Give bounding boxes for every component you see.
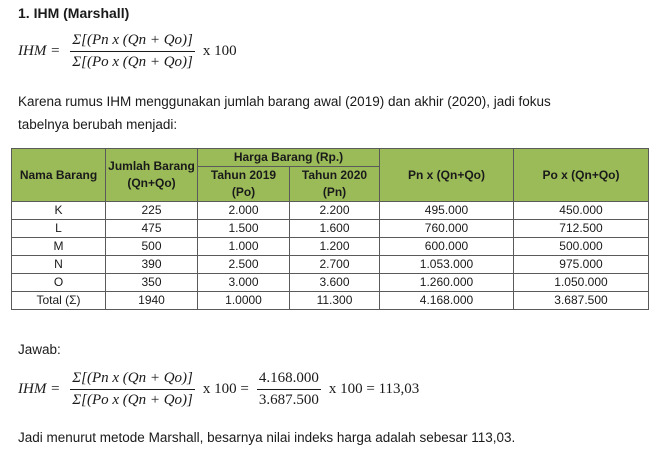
- cell-po: 1.500: [198, 220, 290, 238]
- formula-fraction: [70, 370, 195, 409]
- cell-po-total: 450.000: [514, 202, 649, 220]
- intro-line-2: tabelnya berubah menjadi:: [18, 117, 178, 132]
- cell-pn: 3.600: [290, 274, 380, 292]
- header-nama-barang: Nama Barang: [12, 149, 106, 202]
- cell-po-total: 500.000: [514, 238, 649, 256]
- formula-multiplier: x 100 =: [202, 381, 249, 397]
- cell-jumlah: 475: [106, 220, 198, 238]
- cell-po-total: 712.500: [514, 220, 649, 238]
- answer-label: Jawab:: [18, 342, 61, 357]
- cell-po: 2.000: [198, 202, 290, 220]
- formula-denominator: Σ[(Po x (Qn + Qo)]: [72, 54, 193, 70]
- cell-po-total: 975.000: [514, 256, 649, 274]
- cell-pn: 1.600: [290, 220, 380, 238]
- intro-paragraph: [18, 90, 658, 136]
- formula-denominator: Σ[(Po x (Qn + Qo)]: [72, 392, 193, 408]
- cell-po: 1.000: [198, 238, 290, 256]
- cell-po: 3.000: [198, 274, 290, 292]
- cell-jumlah: 1940: [106, 292, 198, 310]
- table-row: [12, 202, 649, 220]
- cell-pn-total: 1.053.000: [380, 256, 514, 274]
- header-tahun-2020: Tahun 2020 (Pn): [290, 167, 380, 202]
- cell-po: 1.0000: [198, 292, 290, 310]
- cell-pn-total: 600.000: [380, 238, 514, 256]
- cell-pn-total: 760.000: [380, 220, 514, 238]
- cell-jumlah: 225: [106, 202, 198, 220]
- header-jumlah-barang: Jumlah Barang (Qn+Qo): [106, 149, 198, 202]
- table-row-total: [12, 292, 649, 310]
- formula-value-fraction: [257, 370, 321, 409]
- cell-pn-total: 495.000: [380, 202, 514, 220]
- cell-pn-total: 1.260.000: [380, 274, 514, 292]
- formula-value-denominator: 3.687.500: [258, 392, 319, 408]
- cell-nama: M: [12, 238, 106, 256]
- formula-fraction: [70, 32, 195, 71]
- formula-ihm-result: [18, 370, 423, 409]
- formula-numerator: Σ[(Pn x (Qn + Qo)]: [70, 32, 195, 52]
- formula-value-numerator: 4.168.000: [257, 370, 321, 390]
- cell-pn: 1.200: [290, 238, 380, 256]
- conclusion-text: Jadi menurut metode Marshall, besarnya nilai indeks harga adalah sebesar 113,03.: [18, 430, 516, 445]
- formula-lhs: IHM =: [18, 43, 61, 59]
- cell-pn: 2.700: [290, 256, 380, 274]
- cell-pn: 11.300: [290, 292, 380, 310]
- cell-pn-total: 4.168.000: [380, 292, 514, 310]
- cell-po-total: 1.050.000: [514, 274, 649, 292]
- formula-lhs: IHM =: [18, 381, 61, 397]
- cell-po: 2.500: [198, 256, 290, 274]
- formula-multiplier: x 100: [202, 43, 237, 59]
- cell-nama: K: [12, 202, 106, 220]
- header-tahun-2019: Tahun 2019 (Po): [198, 167, 290, 202]
- intro-line-1: Karena rumus IHM menggunakan jumlah barang awal (2019) dan akhir (2020), jadi fokus: [18, 94, 551, 109]
- table-row: [12, 274, 649, 292]
- formula-result: x 100 = 113,03: [328, 381, 420, 397]
- cell-nama: N: [12, 256, 106, 274]
- section-heading: 1. IHM (Marshall): [18, 5, 130, 21]
- header-po: Po x (Qn+Qo): [514, 149, 649, 202]
- cell-nama: Total (Σ): [12, 292, 106, 310]
- cell-jumlah: 390: [106, 256, 198, 274]
- cell-nama: O: [12, 274, 106, 292]
- header-pn: Pn x (Qn+Qo): [380, 149, 514, 202]
- table-row: [12, 256, 649, 274]
- table-row: [12, 220, 649, 238]
- table-row: [12, 238, 649, 256]
- formula-ihm: [18, 32, 241, 71]
- cell-pn: 2.200: [290, 202, 380, 220]
- cell-po-total: 3.687.500: [514, 292, 649, 310]
- cell-jumlah: 350: [106, 274, 198, 292]
- formula-numerator: Σ[(Pn x (Qn + Qo)]: [70, 370, 195, 390]
- cell-nama: L: [12, 220, 106, 238]
- cell-jumlah: 500: [106, 238, 198, 256]
- header-harga-barang: Harga Barang (Rp.): [198, 149, 380, 167]
- price-table: [11, 148, 649, 310]
